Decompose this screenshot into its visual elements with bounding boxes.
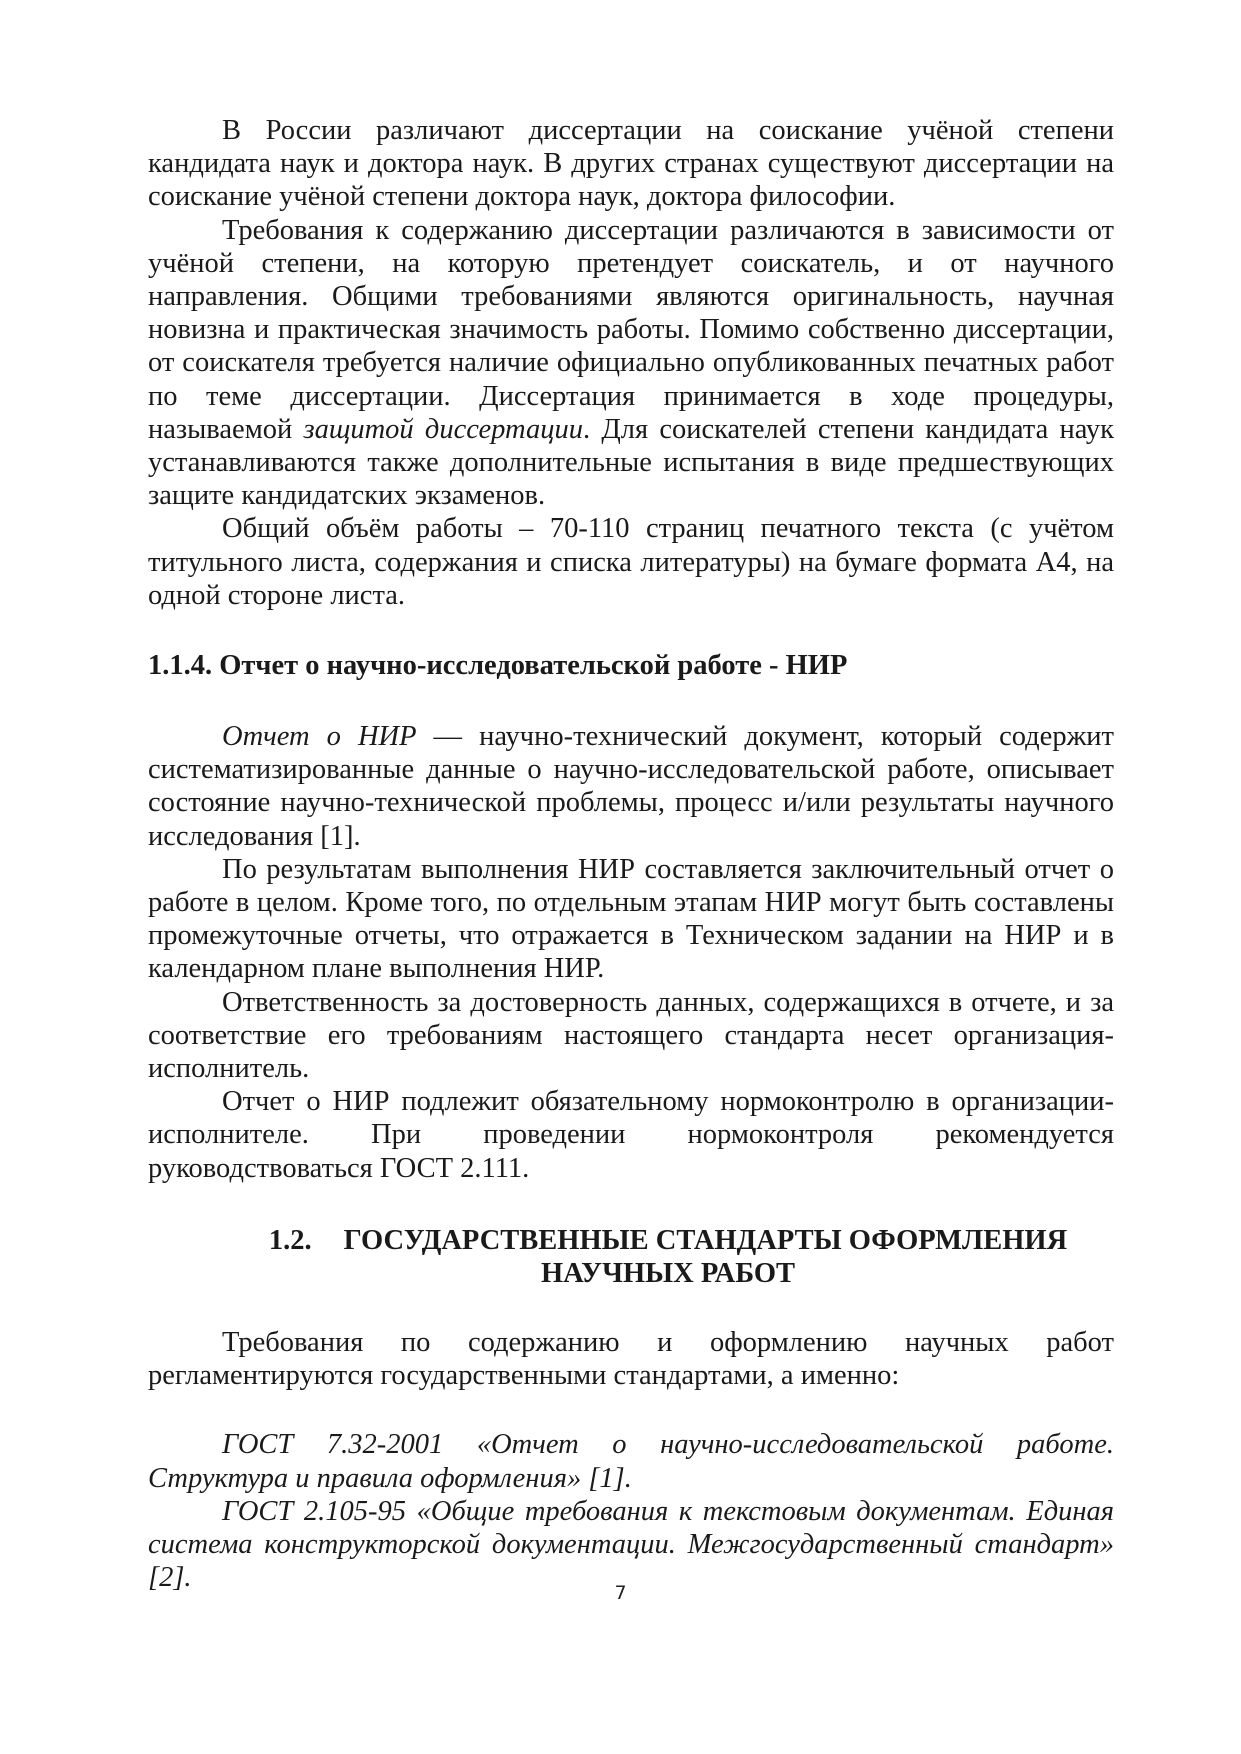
document-page <box>148 114 1114 1594</box>
paragraph-nir-results: По результатам выполнения НИР составляется заключительный отчет о работе в целом. Кроме того, по отдельным этапам НИР могут быть составлены промежуточные отчеты, что отражается в Техническом задании на НИР и в календарном плане выполнения НИР. <box>148 853 1114 985</box>
paragraph-nir-normcontrol: Отчет о НИР подлежит обязательному нормоконтролю в организации-исполнителе. При проведении нормоконтроля рекомендуется руководствоваться ГОСТ 2.111. <box>148 1086 1114 1184</box>
nir-definition-term: Отчет о НИР <box>222 721 417 753</box>
paragraph-dissertation-types: В России различают диссертации на соискание учёной степени кандидата наук и доктора наук. В других странах существуют диссертации на соискание учёной степени доктора наук, доктора философии. <box>148 115 1114 213</box>
section-heading-title-line1: ГОСУДАРСТВЕННЫЕ СТАНДАРТЫ ОФОРМЛЕНИЯ <box>343 1224 1068 1256</box>
req-text-part1: Требования к содержанию диссертации различаются в зависимости от учёной степени, на которую претендует соискатель, и от научного направления. Общими требованиями являются оригинальность, научная новизна и практическая значимость работы. Помимо собственно диссертации, от соискателя требуется наличие официально опубликованных печатных работ по теме диссертации. Диссертация принимается в ходе процедуры, называемой <box>148 214 1114 445</box>
paragraph-dissertation-requirements <box>148 214 1114 513</box>
paragraph-nir-definition <box>148 720 1114 853</box>
section-heading-1-2 <box>148 1224 1114 1290</box>
req-text-part2: . Для соискателей степени кандидата наук устанавливаются также дополнительные испытания в виде предшествующих защите кандидатских экзаменов. <box>148 413 1115 512</box>
section-heading-1-1-4: 1.1.4. Отчет о научно-исследовательской работе - НИР <box>148 650 848 682</box>
nir-definition-text: — научно-технический документ, который содержит систематизированные данные о научно-исследовательской работе, описывает состояние научно-технической проблемы, процесс и/или результаты научного исследования [1]. <box>148 721 1114 852</box>
req-text-italic-term: защитой диссертации <box>303 413 583 445</box>
paragraph-nir-responsibility: Ответственность за достоверность данных, содержащихся в отчете, и за соответствие его требованиям настоящего стандарта несет организация-исполнитель. <box>148 986 1114 1085</box>
paragraph-standards-intro: Требования по содержанию и оформлению научных работ регламентируются государственными стандартами, а именно: <box>148 1326 1114 1392</box>
standard-item: ГОСТ 7.32-2001 «Отчет о научно-исследовательской работе. Структура и правила оформления» [1]. <box>148 1429 1114 1494</box>
section-heading-title-line2: НАУЧНЫХ РАБОТ <box>540 1257 796 1289</box>
section-heading-number: 1.2. <box>268 1224 312 1256</box>
paragraph-volume: Общий объём работы – 70-110 страниц печатного текста (с учётом титульного листа, содержания и списка литературы) на бумаге формата А4, на одной стороне листа. <box>148 513 1114 611</box>
standard-item: ГОСТ 2.105-95 «Общие требования к текстовым документам. Единая система конструкторской документации. Межгосударственный стандарт» [2]. <box>148 1495 1114 1594</box>
page-number: 7 <box>614 1582 627 1604</box>
